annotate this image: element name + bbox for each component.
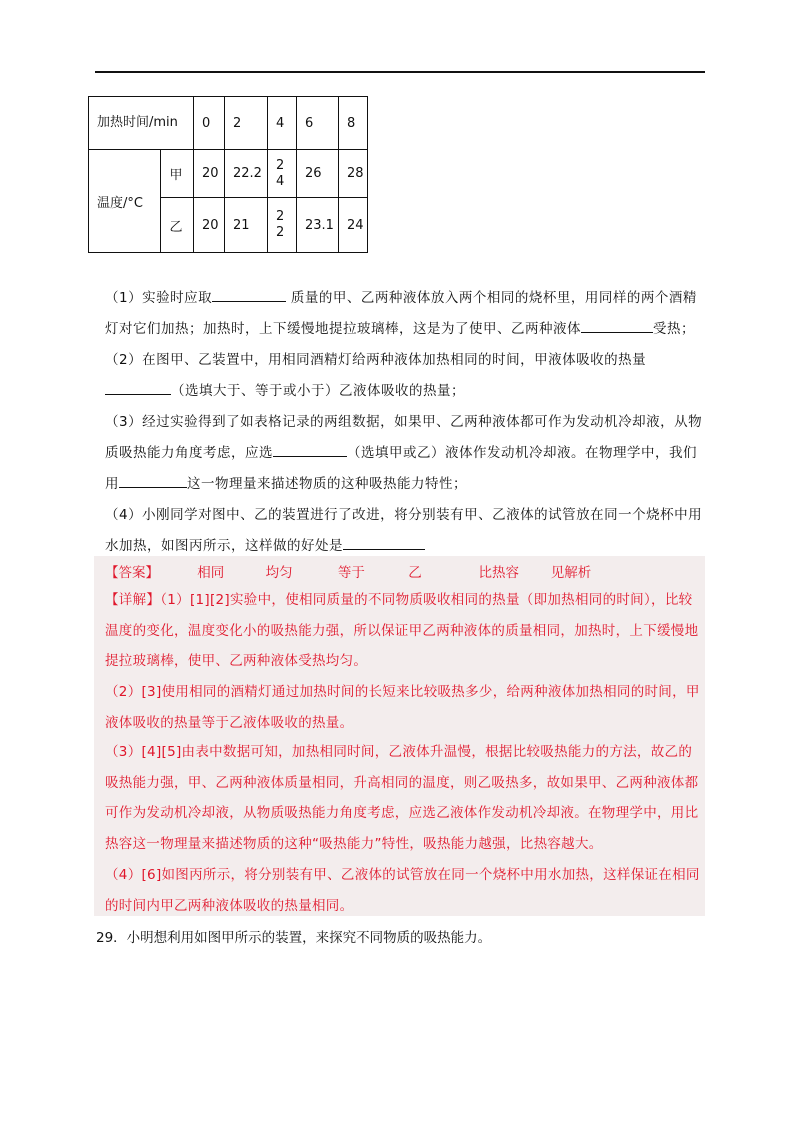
answer-item: 比热容 bbox=[478, 565, 519, 581]
q3-text-c: （选填甲或乙）液体作发动机冷却液。在物理学中，我们 bbox=[347, 445, 697, 461]
answer-blank[interactable] bbox=[119, 473, 187, 488]
q3-text-a: （3）经过实验得到了如表格记录的两组数据，如果甲、乙两种液体都可作为发动机冷却液，从物 bbox=[105, 414, 703, 430]
explanation-text: （1）[1][2]实验中，使相同质量的不同物质吸收相同的热量（即加热相同的时间），比较温度的变化，温度变化小的吸热能力强，所以保证甲乙两种液体的质量相同，加热时，上下缓慢地提拉玻璃棒，使甲、乙两种液体受热均匀。 bbox=[105, 592, 699, 669]
value-text: 24 bbox=[276, 157, 285, 189]
value-cell: 24 bbox=[339, 198, 368, 253]
value-cell: 26 bbox=[297, 150, 339, 198]
answer-item: 均匀 bbox=[265, 565, 293, 581]
value-cell: 28 bbox=[339, 150, 368, 198]
q2-text-a: （2）在图甲、乙装置中，用相同酒精灯给两种液体加热相同的时间，甲液体吸收的热量 bbox=[105, 352, 647, 368]
value-cell bbox=[268, 150, 297, 198]
time-cell: 0 bbox=[194, 97, 225, 150]
time-cell: 2 bbox=[225, 97, 268, 150]
time-cell: 4 bbox=[268, 97, 297, 150]
q1-text-b: 质量的甲、乙两种液体放入两个相同的烧杯里，用同样的两个酒精 bbox=[290, 290, 697, 306]
explanation-text: （3）[4][5]由表中数据可知，加热相同时间，乙液体升温慢，根据比较吸热能力的方法，故乙的吸热能力强，甲、乙两种液体质量相同，升高相同的温度，则乙吸热多，故如果甲、乙两种液体都可作为发动机冷却液，从物质吸热能力角度考虑，应选乙液体作发动机冷却液。在物理学中，用比热容这一物理量来描述物质的这种“吸热能力”特性，吸热能力越强，比热容越大。 bbox=[105, 744, 699, 852]
question-3-line-1 bbox=[105, 407, 705, 438]
question-1-line-1 bbox=[105, 283, 705, 314]
q2-text-b: （选填大于、等于或小于）乙液体吸收的热量； bbox=[171, 383, 465, 399]
time-header-label: 加热时间/min bbox=[97, 115, 178, 130]
explanation-text: （4）[6]如图丙所示，将分别装有甲、乙液体的试管放在同一个烧杯中用水加热，这样保证在相同的时间内甲乙两种液体吸收的热量相同。 bbox=[105, 867, 700, 914]
answer-blank[interactable] bbox=[212, 287, 286, 302]
value-cell bbox=[268, 198, 297, 253]
explanation-text: （2）[3]使用相同的酒精灯通过加热时间的长短来比较吸热多少，给两种液体加热相同的时间，甲液体吸收的热量等于乙液体吸收的热量。 bbox=[105, 684, 700, 731]
temp-label: 温度/°C bbox=[97, 195, 143, 211]
explanation-p3 bbox=[105, 737, 701, 859]
value-cell: 22.2 bbox=[225, 150, 268, 198]
answer-item: 见解析 bbox=[550, 565, 592, 581]
answer-blank[interactable] bbox=[581, 318, 653, 333]
q4-text-a: （4）小刚同学对图中、乙的装置进行了改进，将分别装有甲、乙液体的试管放在同一个烧杯中用 bbox=[105, 507, 703, 523]
temp-label-cell bbox=[89, 150, 161, 253]
header-cell bbox=[89, 97, 194, 150]
explanation-p1 bbox=[105, 585, 701, 677]
answer-item: 相同 bbox=[197, 565, 225, 581]
time-cell: 6 bbox=[297, 97, 339, 150]
row-name-cell: 甲 bbox=[161, 150, 194, 198]
value-cell: 23.1 bbox=[297, 198, 339, 253]
answer-item: 乙 bbox=[408, 565, 422, 581]
question-2-line-2 bbox=[105, 376, 705, 407]
value-cell: 21 bbox=[225, 198, 268, 253]
question-3-line-3 bbox=[105, 469, 705, 500]
explanation-p4 bbox=[105, 860, 701, 921]
row-name-cell: 乙 bbox=[161, 198, 194, 253]
data-table bbox=[88, 96, 368, 253]
q3-text-b: 质吸热能力角度考虑，应选 bbox=[105, 445, 273, 461]
answer-label: 【答案】 bbox=[105, 565, 159, 581]
value-cell: 20 bbox=[194, 198, 225, 253]
question-3-line-2 bbox=[105, 438, 705, 469]
question-2-line-1 bbox=[105, 345, 705, 376]
answer-line bbox=[105, 559, 591, 587]
answer-blank[interactable] bbox=[343, 535, 425, 550]
header-rule bbox=[95, 71, 705, 73]
explanation-p2 bbox=[105, 677, 701, 738]
answer-blank[interactable] bbox=[273, 442, 347, 457]
value-text: 22 bbox=[276, 209, 285, 240]
q1-text-d: 受热； bbox=[653, 321, 695, 337]
q4-text-b: 水加热，如图丙所示，这样做的好处是 bbox=[105, 538, 343, 554]
question-4-line-1 bbox=[105, 500, 705, 531]
answer-item: 等于 bbox=[337, 565, 365, 581]
answer-blank[interactable] bbox=[105, 380, 171, 395]
q3-text-d: 用 bbox=[105, 476, 119, 492]
q1-text-c: 灯对它们加热；加热时，上下缓慢地提拉玻璃棒，这是为了使甲、乙两种液体 bbox=[105, 321, 581, 337]
explanation-label: 【详解】 bbox=[105, 592, 161, 608]
q3-text-e: 这一物理量来描述物质的这种吸热能力特性； bbox=[187, 476, 467, 492]
time-cell: 8 bbox=[339, 97, 368, 150]
value-cell: 20 bbox=[194, 150, 225, 198]
question-29: 29．小明想利用如图甲所示的装置，来探究不同物质的吸热能力。 bbox=[96, 930, 492, 946]
question-1-line-2 bbox=[105, 314, 705, 345]
q1-text-a: （1）实验时应取 bbox=[105, 290, 213, 306]
